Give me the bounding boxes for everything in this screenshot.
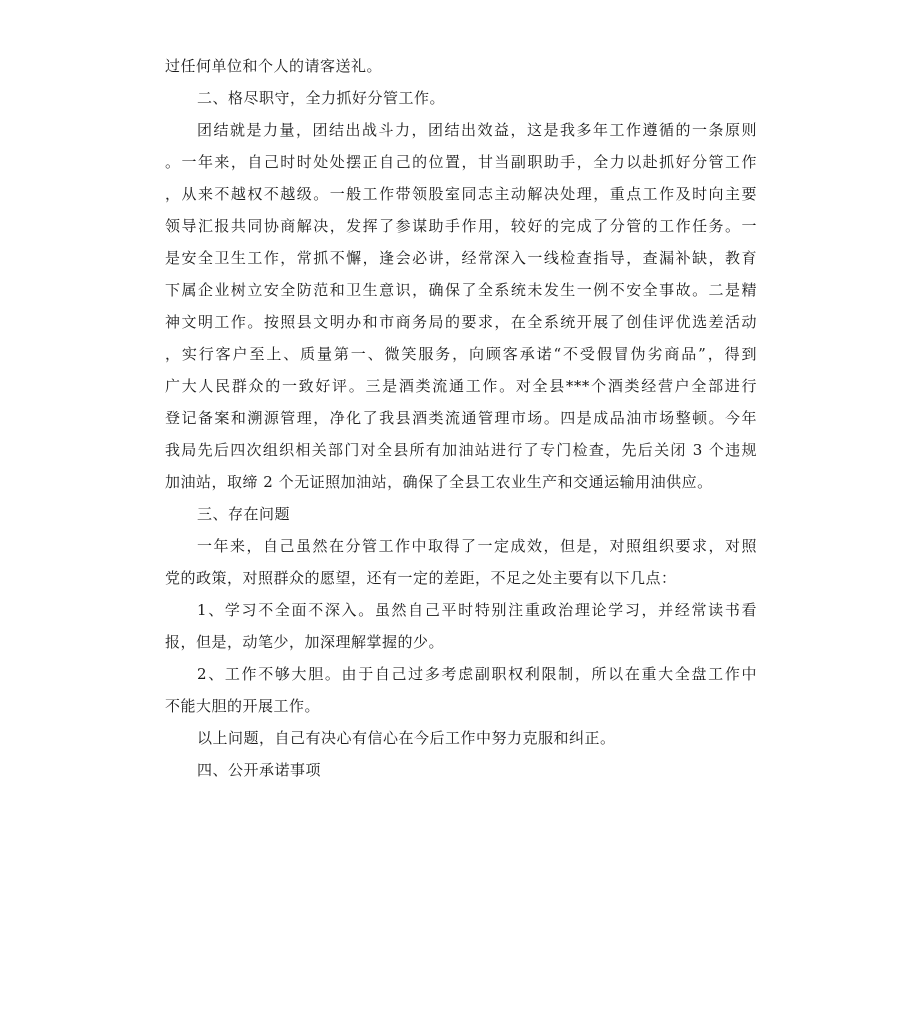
text-line: 。一年来，自己时时处处摆正自己的位置，甘当副职助手，全力以赴抓好分管工作	[165, 153, 757, 171]
text-line: 四、公开承诺事项	[197, 761, 322, 779]
text-line: 党的政策，对照群众的愿望，还有一定的差距，不足之处主要有以下几点：	[165, 569, 677, 587]
text-line: 一年来，自己虽然在分管工作中取得了一定成效，但是，对照组织要求，对照	[197, 537, 757, 555]
text-line: 是安全卫生工作，常抓不懈，逢会必讲，经常深入一线检查指导，查漏补缺，教育	[165, 249, 757, 267]
text-line: 2、工作不够大胆。由于自己过多考虑副职权利限制，所以在重大全盘工作中	[197, 665, 757, 683]
text-line: 团结就是力量，团结出战斗力，团结出效益，这是我多年工作遵循的一条原则	[197, 121, 757, 139]
text-line: 领导汇报共同协商解决，发挥了参谋助手作用，较好的完成了分管的工作任务。一	[165, 217, 757, 235]
text-line: 神文明工作。按照县文明办和市商务局的要求，在全系统开展了创佳评优选差活动	[165, 313, 757, 331]
text-line: 以上问题，自己有决心有信心在今后工作中努力克服和纠正。	[197, 729, 616, 747]
text-line: 三、存在问题	[197, 505, 291, 523]
text-line: 登记备案和溯源管理，净化了我县酒类流通管理市场。四是成品油市场整顿。今年	[165, 409, 757, 427]
text-line: 二、格尽职守，全力抓好分管工作。	[197, 89, 446, 107]
text-line: 我局先后四次组织相关部门对全县所有加油站进行了专门检查，先后关闭 3 个违规	[165, 441, 757, 459]
text-line: 报，但是，动笔少，加深理解掌握的少。	[165, 633, 445, 651]
document-page	[165, 50, 757, 786]
text-line: ，实行客户至上、质量第一、微笑服务，向顾客承诺“不受假冒伪劣商品”，得到	[165, 345, 757, 363]
text-line: ，从来不越权不越级。一般工作带领股室同志主动解决处理，重点工作及时向主要	[165, 185, 757, 203]
text-line: 不能大胆的开展工作。	[165, 697, 321, 715]
text-line: 1、学习不全面不深入。虽然自己平时特别注重政治理论学习，并经常读书看	[197, 601, 757, 619]
text-line: 下属企业树立安全防范和卫生意识，确保了全系统未发生一例不安全事故。二是精	[165, 281, 757, 299]
text-line: 过任何单位和个人的请客送礼。	[165, 57, 383, 75]
text-line: 广大人民群众的一致好评。三是酒类流通工作。对全县***个酒类经营户全部进行	[165, 377, 757, 395]
text-line: 加油站，取缔 2 个无证照加油站，确保了全县工农业生产和交通运输用油供应。	[165, 473, 713, 491]
